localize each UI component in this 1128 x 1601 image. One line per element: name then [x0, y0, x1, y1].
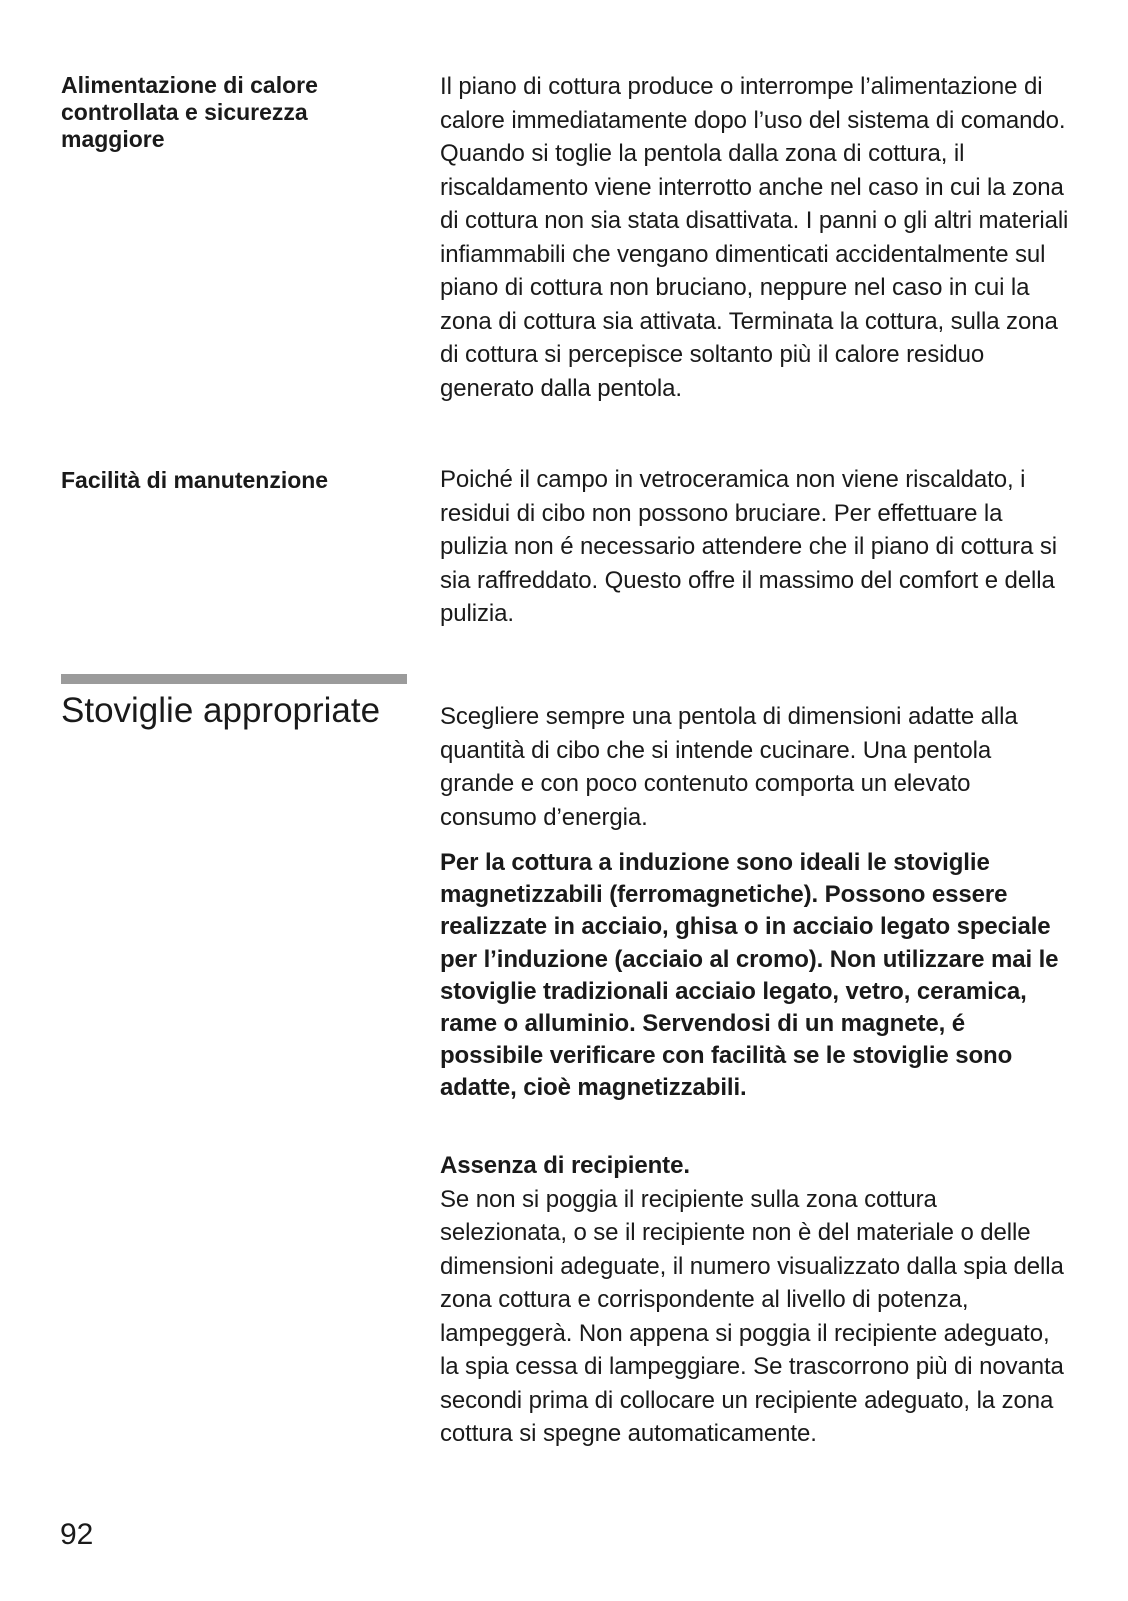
section-intro-paragraph: Scegliere sempre una pentola di dimensioni adatte alla quantità di cibo che si intende cucinare. Una pentola grande e con poco contenuto comporta un elevato consumo d’energia.	[440, 703, 1018, 831]
feature-heading-maintenance: Facilità di manutenzione	[61, 467, 329, 493]
no-pan-text: Se non si poggia il recipiente sulla zona cottura selezionata, o se il recipiente non è del materiale o delle dimensioni adeguate, il numero visualizzato dalla spia della zona cottura e corrispondente al livello di potenza, lampeggerà. Non appena si poggia il recipiente adeguato, la spia cessa di lampeggiare. Se trascorrono più di novanta secondi prima di collocare un recipiente adeguato, la zona cottura si spegne automaticamente.	[440, 1185, 1064, 1447]
feature-heading-heat-control: Alimentazione di calore controllata e sicurezza maggiore	[61, 72, 318, 152]
section-bold-paragraph: Per la cottura a induzione sono ideali le stoviglie magnetizzabili (ferromagnetiche). Possono essere realizzate in acciaio, ghisa o in acciaio legato speciale per l’induzione (acciaio al cromo). Non utilizzare mai le stoviglie tradizionali acciaio legato, vetro, ceramica, rame o alluminio. Servendosi di un magnete, é possibile verificare con facilità se le stoviglie sono adatte, cioè magnetizzabili.	[440, 849, 1059, 1102]
page-number: 92	[60, 1518, 94, 1551]
section-divider-bar	[61, 674, 407, 684]
section-title: Stoviglie appropriate	[61, 691, 381, 730]
feature-text-heat-control: Il piano di cottura produce o interrompe l’alimentazione di calore immediatamente dopo l’uso del sistema di comando. Quando si toglie la pentola dalla zona di cottura, il riscaldamento viene interrotto anche nel caso in cui la zona di cottura non sia stata disattivata. I panni o gli altri materiali infiammabili che vengano dimenticati accidentalmente sul piano di cottura non bruciano, neppure nel caso in cui la zona di cottura sia attivata. Terminata la cottura, sulla zona di cottura si percepisce soltanto più il calore residuo generato dalla pentola.	[440, 73, 1069, 402]
feature-text-maintenance: Poiché il campo in vetroceramica non viene riscaldato, i residui di cibo non possono bruciare. Per effettuare la pulizia non é necessario attendere che il piano di cottura si sia raffreddato. Questo offre il massimo del comfort e della pulizia.	[440, 466, 1057, 627]
no-pan-subheading: Assenza di recipiente.	[440, 1152, 690, 1179]
no-pan-block	[440, 1149, 1070, 1451]
